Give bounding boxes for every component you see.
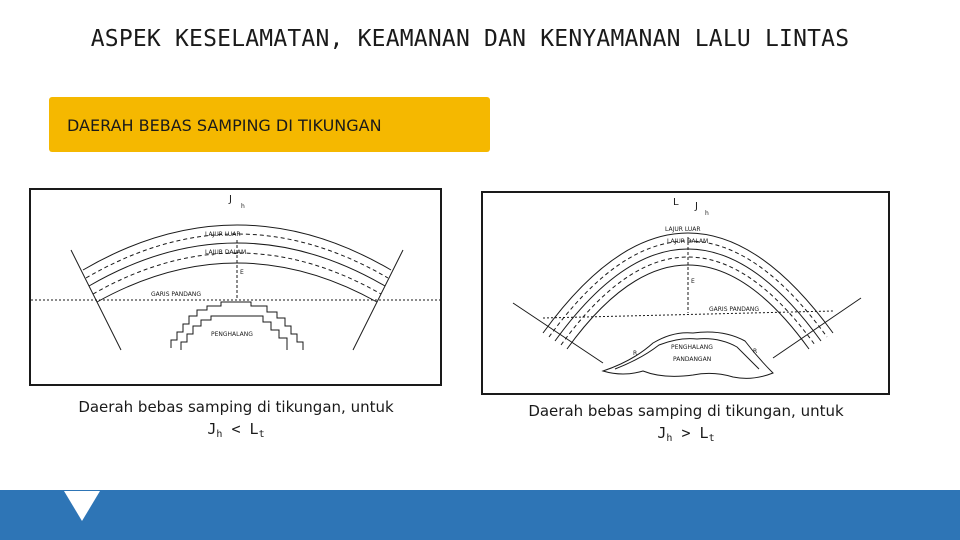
label-penghalang: PENGHALANG xyxy=(671,344,713,351)
triangle-down-icon xyxy=(62,489,102,523)
diagram-1-drawing xyxy=(31,190,440,384)
label-lajur-dalam: LAJUR DALAM xyxy=(667,238,709,245)
caption-figure-2 xyxy=(480,400,892,450)
section-banner xyxy=(49,97,490,152)
label-j: J xyxy=(229,194,232,205)
label-e: E xyxy=(691,278,695,285)
radial-line-right xyxy=(773,298,861,358)
page-title: ASPEK KESELAMATAN, KEAMANAN DAN KENYAMANAN LALU LINTAS xyxy=(90,26,850,52)
label-lajur-dalam: LAJUR DALAM xyxy=(205,249,247,256)
caption-1-line1: Daerah bebas samping di tikungan, untuk xyxy=(78,398,394,416)
diagram-jh-less-than-lt xyxy=(29,188,442,386)
label-h: h xyxy=(705,210,709,217)
label-garis-pandang: GARIS PANDANG xyxy=(709,306,759,313)
label-e: E xyxy=(240,269,244,276)
obstruction-outline xyxy=(171,302,303,350)
caption-2-line2: $J_h > L_t$ xyxy=(657,424,715,444)
caption-figure-1 xyxy=(30,396,442,446)
caption-2-line1: Daerah bebas samping di tikungan, untuk xyxy=(528,402,844,420)
label-r-left: R xyxy=(633,350,638,357)
label-l: L xyxy=(673,197,679,208)
radial-line-left xyxy=(513,303,603,363)
label-h: h xyxy=(241,203,245,210)
label-pandangan: PANDANGAN xyxy=(673,356,712,363)
diagram-jh-greater-than-lt xyxy=(481,191,890,395)
section-banner-label: DAERAH BEBAS SAMPING DI TIKUNGAN xyxy=(67,116,382,135)
label-lajur-luar: LAJUR LUAR xyxy=(665,226,701,233)
label-lajur-luar: LAJUR LUAR xyxy=(205,231,241,238)
label-r-right: R xyxy=(753,348,758,355)
diagram-2-drawing xyxy=(483,193,888,393)
label-garis-pandang: GARIS PANDANG xyxy=(151,291,201,298)
label-penghalang: PENGHALANG xyxy=(211,331,253,338)
label-j: J xyxy=(695,201,698,212)
caption-1-line2: $J_h < L_t$ xyxy=(207,420,265,440)
footer-bar xyxy=(0,490,960,540)
radial-line-left xyxy=(71,250,121,350)
